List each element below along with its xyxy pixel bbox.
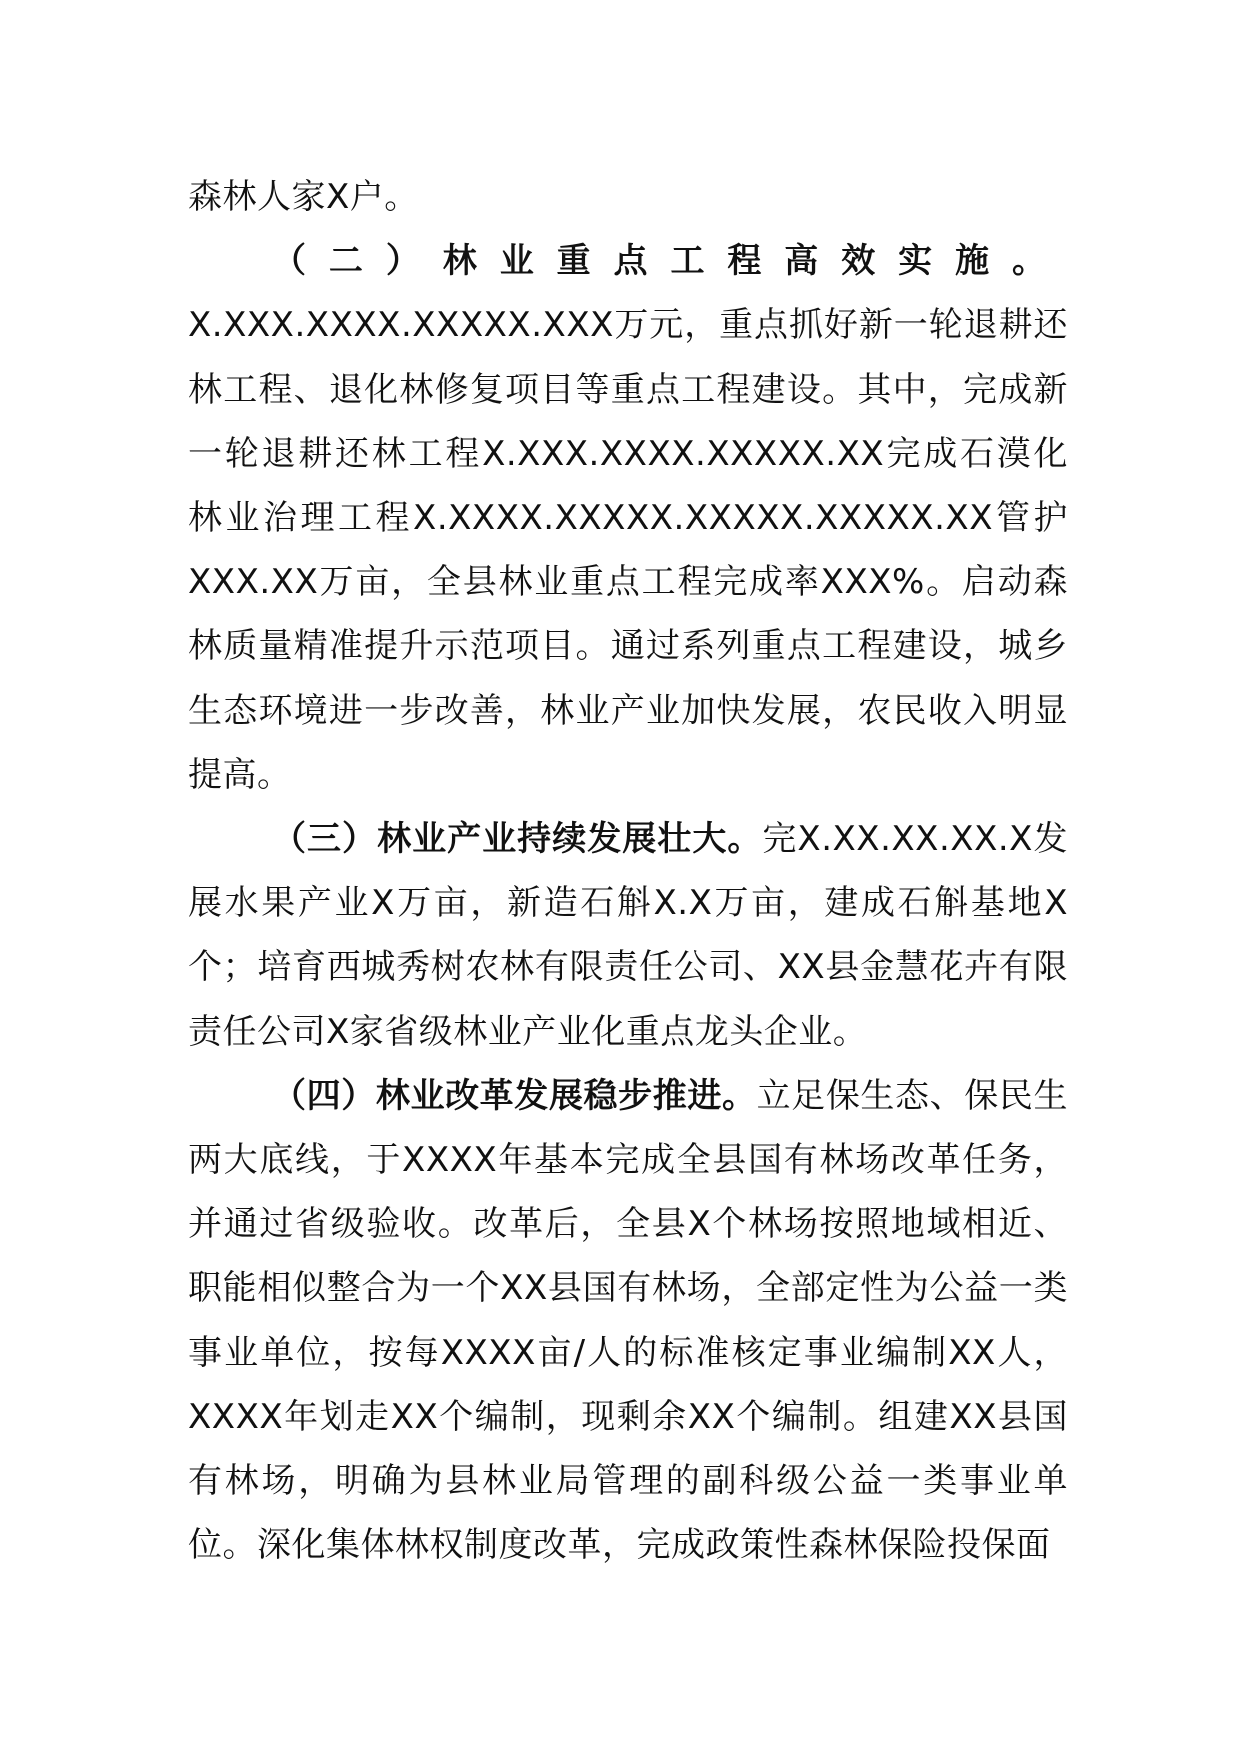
- paragraph-continuation: [188, 165, 1068, 229]
- paragraph-text: 立足保生态、保民生两大底线，于XXXX年基本完成全县国有林场改革任务，并通过省级验收。改革后，全县X个林场按照地域相近、职能相似整合为一个XX县国有林场，全部定性为公益一类事业单位，按每XXXX亩/人的标准核定事业编制XX人，XXXX年划走XX个编制，现剩余XX个编制。组建XX县国有林场，明确为县林业局管理的副科级公益一类事业单位。深化集体林权制度改革，完成政策性森林保险投保面: [188, 1075, 1069, 1566]
- paragraph-section-4: [188, 1064, 1068, 1578]
- paragraph-section-3: [188, 807, 1068, 1064]
- paragraph-text: 完X.XX.XX.XX.X发展水果产业X万亩，新造石斛X.X万亩，建成石斛基地X个；培育西城秀树农林有限责任公司、XX县金慧花卉有限责任公司X家省级林业产业化重点龙头企业。: [188, 819, 1068, 1052]
- paragraph-text: 森林人家X户。: [188, 177, 419, 217]
- paragraph-text: X.XXX.XXXX.XXXXX.XXX万元，重点抓好新一轮退耕还林工程、退化林修复项目等重点工程建设。其中，完成新一轮退耕还林工程X.XXX.XXXX.XXXXX.XX完成石漠化林业治理工程X.XXXX.XXXXX.XXXXX.XXXXX.XX管护XXX.XX万亩，全县林业重点工程完成率XXX%。启动森林质量精准提升示范项目。通过系列重点工程建设，城乡生态环境进一步改善，林业产业加快发展，农民收入明显提高。: [188, 305, 1068, 795]
- section-heading: （三）林业产业持续发展壮大。: [272, 819, 763, 860]
- section-heading: （二）林业重点工程高效实施。: [272, 241, 1068, 282]
- document-body: [188, 165, 1068, 1577]
- section-heading: （四）林业改革发展稳步推进。: [272, 1075, 757, 1116]
- paragraph-section-2: [188, 229, 1068, 807]
